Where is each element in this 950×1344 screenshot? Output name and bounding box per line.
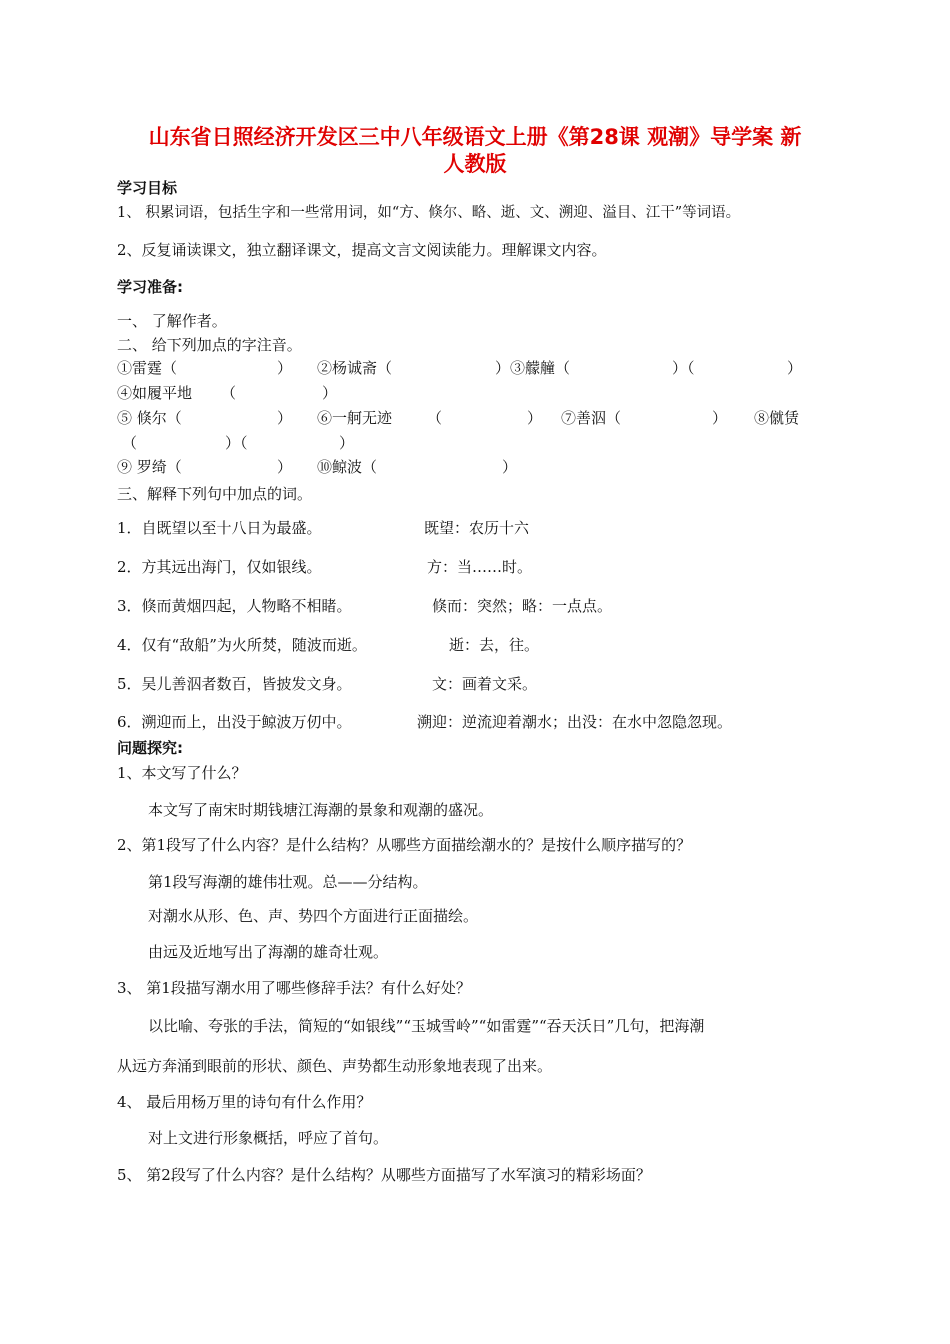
pinyin-row3-part2: ） bbox=[277, 409, 293, 427]
explain-answer-3: 倏而：突然；略：一点点。 bbox=[432, 597, 613, 615]
explain-row-6 bbox=[117, 712, 837, 734]
prep-item-1: 一、 了解作者。 bbox=[117, 312, 227, 330]
pinyin-row-1 bbox=[117, 358, 817, 380]
explain-sentence-1: 1．自既望以至十八日为最盛。 bbox=[117, 519, 322, 537]
pinyin-row5-part4: ） bbox=[502, 458, 518, 476]
explain-answer-5: 文：画着文采。 bbox=[432, 675, 538, 693]
pinyin-row-5 bbox=[117, 457, 537, 479]
explain-row-1 bbox=[117, 518, 817, 540]
explain-answer-4: 逝：去，往。 bbox=[449, 636, 540, 654]
pinyin-row3-part7: ） bbox=[712, 409, 728, 427]
pinyin-row2-part1: ④如履平地 bbox=[117, 384, 193, 402]
question-1: 1、本文写了什么？ bbox=[117, 764, 247, 782]
pinyin-row-2 bbox=[117, 383, 817, 405]
title-line-2: 人教版 bbox=[443, 152, 507, 176]
explain-sentence-4: 4．仅有“敌船”为火所焚，随波而逝。 bbox=[117, 636, 367, 654]
answer-3-line-1: 以比喻、夸张的手法，简短的“如银线”“玉城雪岭”“如雷霆”“吞天沃日”几句，把海潮 bbox=[148, 1017, 705, 1035]
pinyin-row3-part5: ） bbox=[527, 409, 543, 427]
document-title bbox=[100, 124, 850, 178]
explain-sentence-6: 6．溯迎而上，出没于鲸波万仞中。 bbox=[117, 713, 352, 731]
pinyin-row-3 bbox=[117, 408, 837, 430]
explain-row-5 bbox=[117, 674, 817, 696]
goals-heading: 学习目标 bbox=[117, 179, 178, 197]
explain-answer-6: 溯迎：逆流迎着潮水；出没：在水中忽隐忽现。 bbox=[417, 713, 733, 731]
pinyin-row2-part2: （ bbox=[221, 384, 237, 402]
explain-sentence-2: 2．方其远出海门，仅如银线。 bbox=[117, 558, 322, 576]
pinyin-row2-part3: ） bbox=[322, 384, 338, 402]
pinyin-row3-part4: （ bbox=[427, 409, 443, 427]
title-line-1: 山东省日照经济开发区三中八年级语文上册《第28课 观潮》导学案 新 bbox=[148, 125, 802, 149]
answer-2-line-3: 由远及近地写出了海潮的雄奇壮观。 bbox=[148, 943, 389, 961]
explain-row-4 bbox=[117, 635, 817, 657]
explain-sentence-5: 5．吴儿善泅者数百，皆披发文身。 bbox=[117, 675, 352, 693]
explain-heading: 三、解释下列句中加点的词。 bbox=[117, 485, 313, 503]
goal-item-2: 2、反复诵读课文，独立翻译课文，提高文言文阅读能力。理解课文内容。 bbox=[117, 241, 607, 259]
question-4: 4、 最后用杨万里的诗句有什么作用？ bbox=[117, 1093, 372, 1111]
question-5: 5、 第2段写了什么内容？是什么结构？从哪些方面描写了水军演习的精彩场面？ bbox=[117, 1166, 651, 1184]
pinyin-row1-part1: ①雷霆（ bbox=[117, 359, 178, 377]
pinyin-row3-part6: ⑦善泅（ bbox=[561, 409, 622, 427]
explain-row-3 bbox=[117, 596, 817, 618]
explore-heading: 问题探究: bbox=[117, 739, 183, 757]
pinyin-row1-part2: ） bbox=[277, 359, 293, 377]
prep-heading: 学习准备: bbox=[117, 278, 183, 296]
pinyin-row5-part2: ） bbox=[277, 458, 293, 476]
pinyin-row4-part1: （ bbox=[122, 434, 138, 452]
explain-sentence-3: 3．倏而黄烟四起，人物略不相睹。 bbox=[117, 597, 352, 615]
answer-4: 对上文进行形象概括，呼应了首句。 bbox=[148, 1129, 389, 1147]
answer-2-line-2: 对潮水从形、色、声、势四个方面进行正面描绘。 bbox=[148, 907, 479, 925]
pinyin-row3-part3: ⑥一舸无迹 bbox=[317, 409, 393, 427]
question-3: 3、 第1段描写潮水用了哪些修辞手法？有什么好处？ bbox=[117, 979, 471, 997]
pinyin-row4-part3: ） bbox=[339, 434, 355, 452]
explain-answer-2: 方：当……时。 bbox=[427, 558, 533, 576]
pinyin-row5-part3: ⑩鲸波（ bbox=[317, 458, 378, 476]
question-2: 2、第1段写了什么内容？是什么结构？从哪些方面描绘潮水的？是按什么顺序描写的？ bbox=[117, 836, 692, 854]
pinyin-row5-part1: ⑨ 罗绮（ bbox=[117, 458, 182, 476]
pinyin-row4-part2: ）（ bbox=[225, 434, 248, 452]
pinyin-row1-part5: ）（ bbox=[672, 359, 695, 377]
goal-item-1: 1、 积累词语，包括生字和一些常用词，如“方、倏尔、略、逝、文、溯迎、溢目、江干”等词语。 bbox=[117, 205, 741, 221]
answer-3-line-2: 从远方奔涌到眼前的形状、颜色、声势都生动形象地表现了出来。 bbox=[117, 1057, 553, 1075]
pinyin-row1-part6: ） bbox=[787, 359, 803, 377]
pinyin-row3-part1: ⑤ 倏尔（ bbox=[117, 409, 182, 427]
answer-1: 本文写了南宋时期钱塘江海潮的景象和观潮的盛况。 bbox=[148, 801, 494, 819]
pinyin-row-4 bbox=[117, 433, 417, 455]
pinyin-row3-part8: ⑧僦赁 bbox=[754, 409, 800, 427]
prep-item-2: 二、 给下列加点的字注音。 bbox=[117, 336, 302, 354]
pinyin-row1-part4: ）③艨艟（ bbox=[495, 359, 571, 377]
explain-answer-1: 既望：农历十六 bbox=[424, 519, 530, 537]
pinyin-row1-part3: ②杨诚斋（ bbox=[317, 359, 393, 377]
explain-row-2 bbox=[117, 557, 817, 579]
answer-2-line-1: 第1段写海潮的雄伟壮观。总——分结构。 bbox=[148, 873, 428, 891]
